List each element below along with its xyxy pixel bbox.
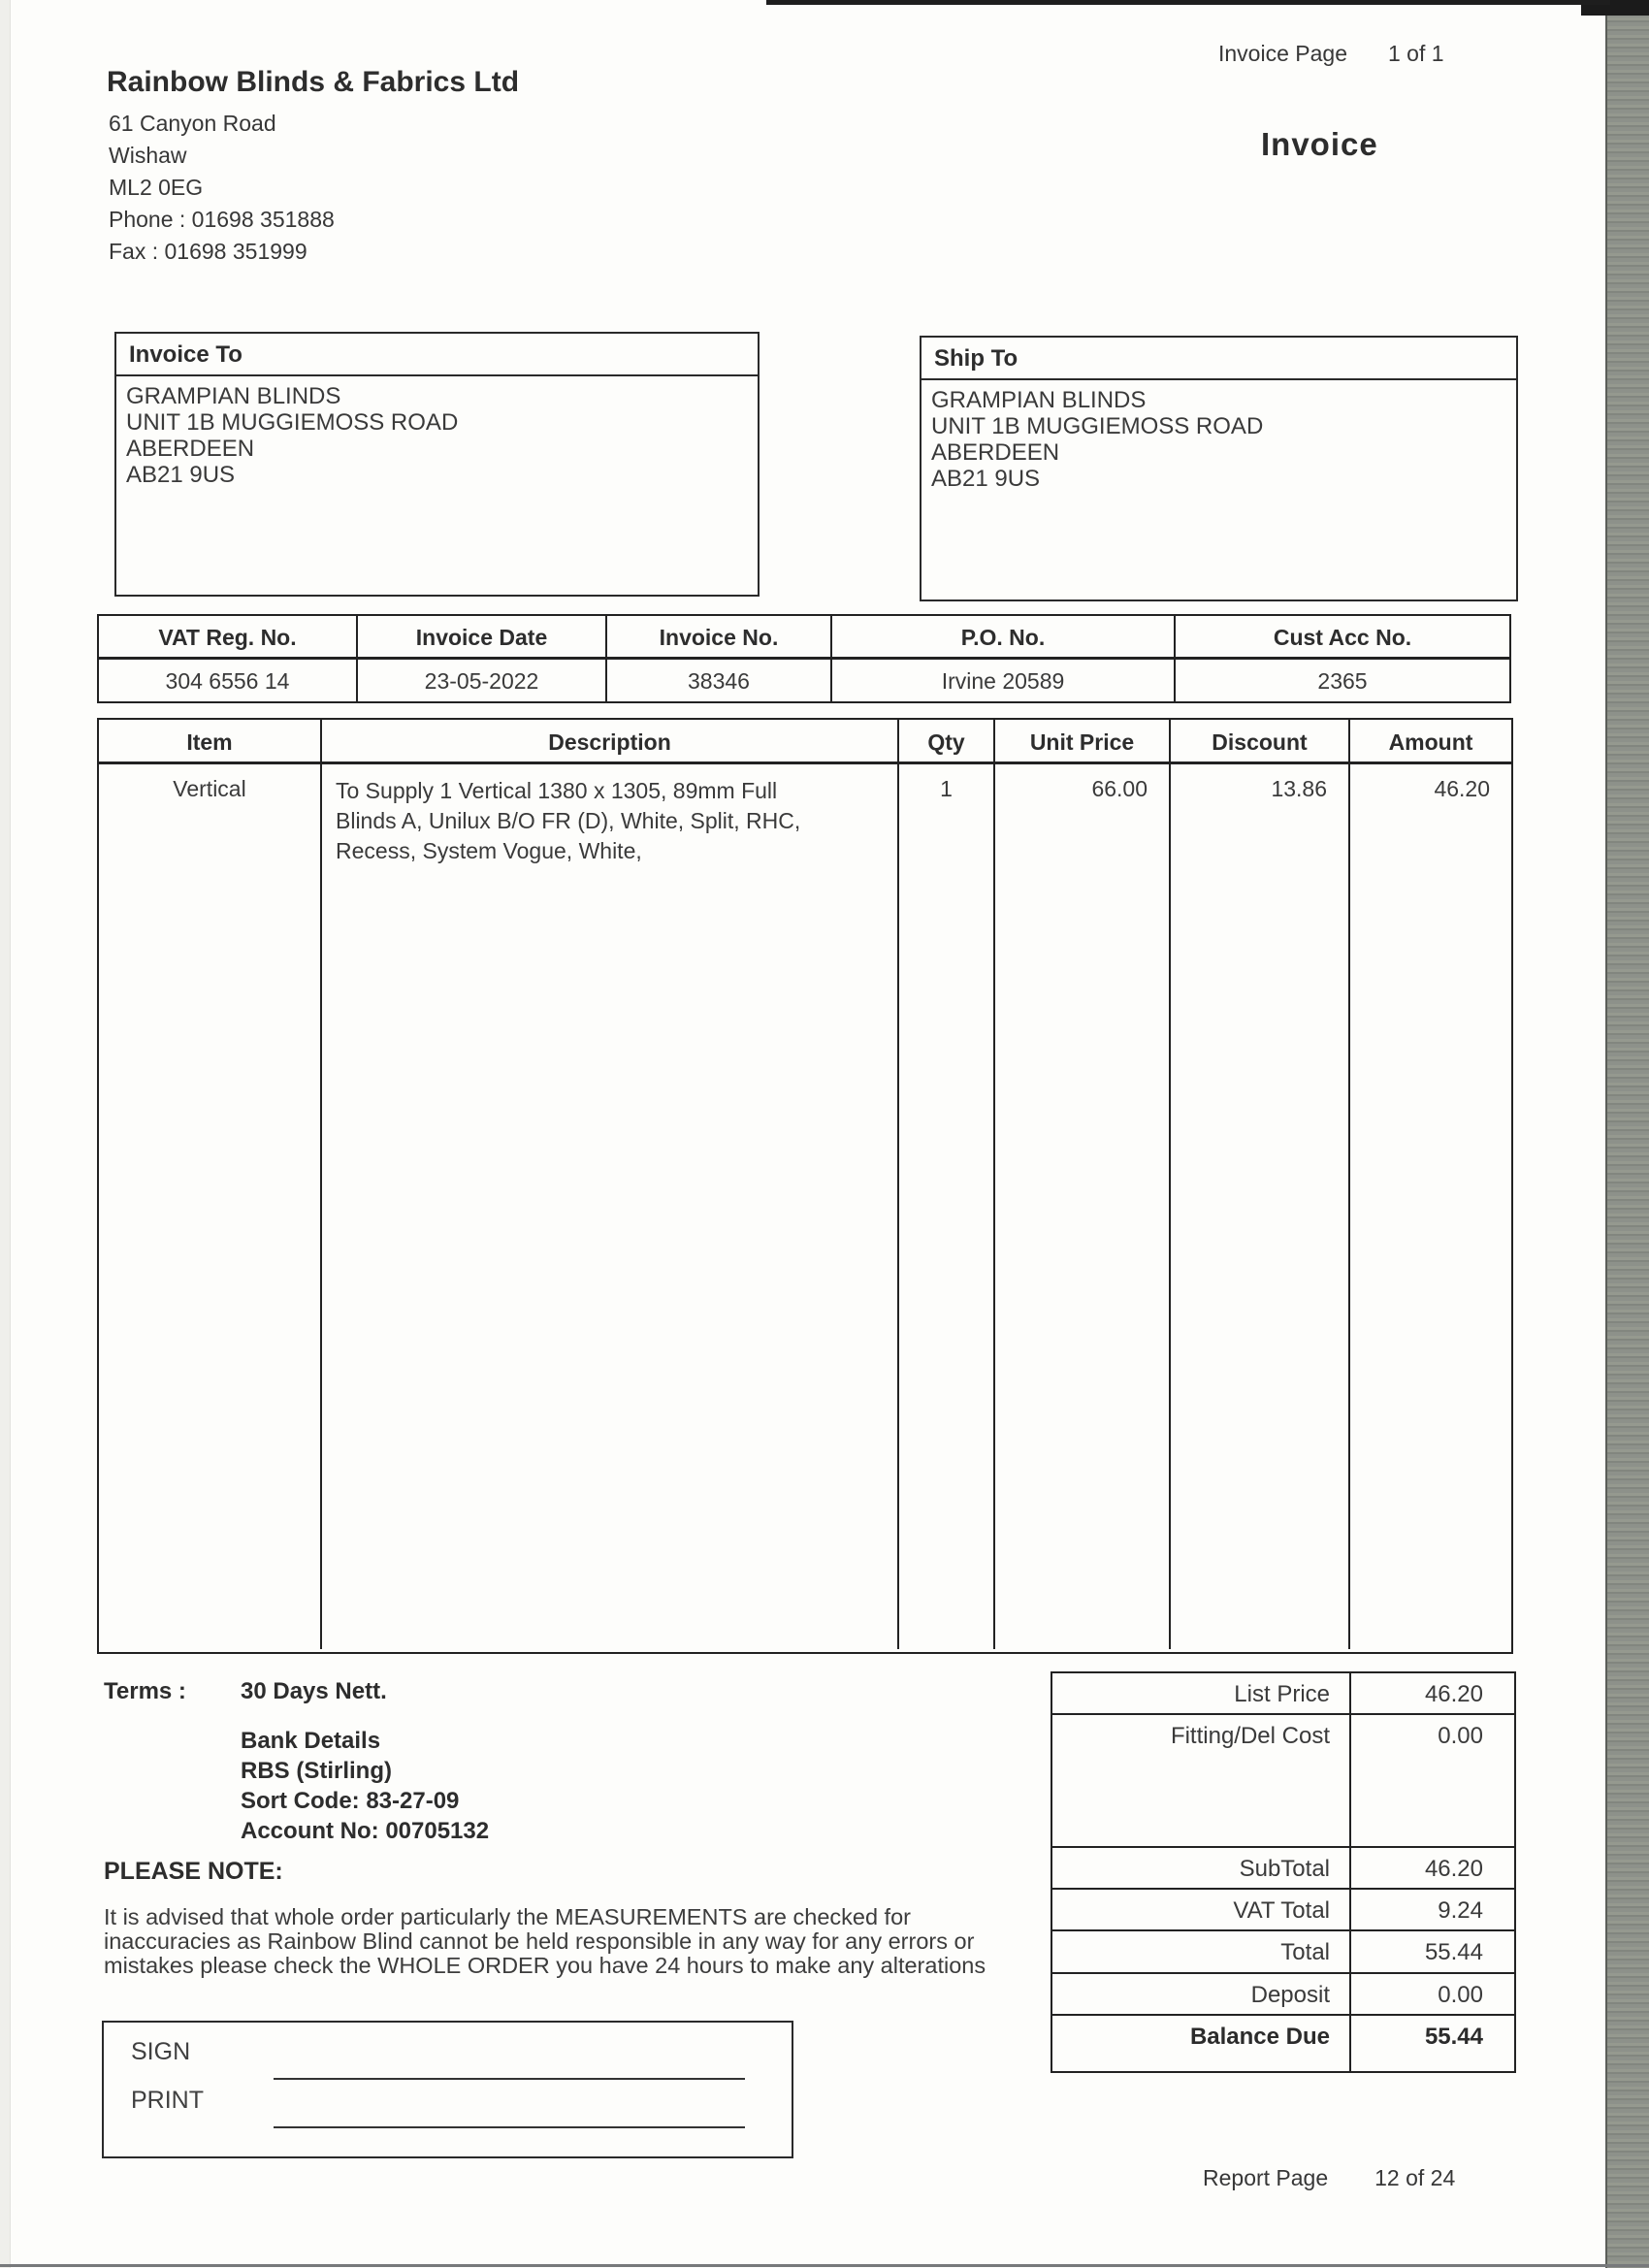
item-description-line: Blinds A, Unilux B/O FR (D), White, Split, RHC, bbox=[336, 808, 801, 833]
totals-summary-table bbox=[1051, 1671, 1516, 2073]
invoice-page-indicator bbox=[1218, 41, 1444, 67]
invoice-meta-table bbox=[97, 614, 1511, 703]
terms-value: 30 Days Nett. bbox=[241, 1678, 387, 1704]
meta-values-row bbox=[99, 660, 1509, 701]
invoice-to-box bbox=[114, 332, 760, 597]
item-unit-price-cell: 66.00 bbox=[995, 764, 1171, 1649]
meta-header-invoice-no: Invoice No. bbox=[607, 616, 832, 657]
items-header-amount: Amount bbox=[1388, 729, 1473, 755]
company-fax: Fax : 01698 351999 bbox=[109, 239, 307, 264]
scan-bottom-edge-line bbox=[0, 2264, 1649, 2267]
cust-acc-no-value: 2365 bbox=[1317, 668, 1368, 694]
meta-header-po-no: P.O. No. bbox=[832, 616, 1176, 657]
invoice-to-line: ABERDEEN bbox=[126, 436, 255, 462]
ship-to-address bbox=[922, 380, 1516, 492]
vat-total-value: 9.24 bbox=[1438, 1897, 1483, 1924]
signature-box bbox=[102, 2021, 793, 2158]
item-description-line: Recess, System Vogue, White, bbox=[336, 838, 642, 863]
note-body-line: It is advised that whole order particularly the MEASUREMENTS are checked for bbox=[104, 1904, 911, 1929]
ship-to-line: GRAMPIAN BLINDS bbox=[931, 387, 1147, 413]
items-header-row bbox=[99, 720, 1511, 764]
subtotal-label: SubTotal bbox=[1052, 1848, 1351, 1888]
total-row-deposit bbox=[1052, 1974, 1514, 2016]
sign-line bbox=[274, 2078, 745, 2080]
list-price-label: List Price bbox=[1052, 1673, 1351, 1713]
deposit-value: 0.00 bbox=[1438, 1982, 1483, 2008]
sign-label: SIGN bbox=[131, 2038, 191, 2065]
report-page-value: 12 of 24 bbox=[1374, 2165, 1456, 2190]
bank-account-no: Account No: 00705132 bbox=[241, 1818, 490, 1844]
invoice-date-value: 23-05-2022 bbox=[358, 660, 607, 701]
invoice-to-line: GRAMPIAN BLINDS bbox=[126, 383, 341, 409]
fitting-del-cost-label: Fitting/Del Cost bbox=[1052, 1715, 1351, 1846]
invoice-to-line: UNIT 1B MUGGIEMOSS ROAD bbox=[126, 409, 459, 436]
document-title: Invoice bbox=[1261, 126, 1378, 162]
scan-top-edge-line bbox=[766, 0, 1610, 5]
list-price-value: 46.20 bbox=[1424, 1681, 1483, 1707]
fitting-del-cost-value: 0.00 bbox=[1438, 1723, 1483, 1749]
po-no-value: Irvine 20589 bbox=[832, 660, 1176, 701]
balance-due-label: Balance Due bbox=[1052, 2016, 1351, 2071]
total-row-list-price bbox=[1052, 1673, 1514, 1715]
subtotal-value: 46.20 bbox=[1424, 1856, 1483, 1882]
ship-to-line: UNIT 1B MUGGIEMOSS ROAD bbox=[931, 413, 1264, 439]
invoice-no-value: 38346 bbox=[607, 660, 832, 701]
scan-left-edge bbox=[0, 0, 11, 2268]
bank-name: RBS (Stirling) bbox=[241, 1758, 392, 1784]
company-address-line: ML2 0EG bbox=[109, 175, 204, 200]
bank-sort-code: Sort Code: 83-27-09 bbox=[241, 1788, 460, 1814]
meta-header-cust-acc: Cust Acc No. bbox=[1273, 625, 1412, 650]
vat-reg-no-value: 304 6556 14 bbox=[99, 660, 358, 701]
total-row-subtotal bbox=[1052, 1848, 1514, 1890]
item-discount-cell: 13.86 bbox=[1171, 764, 1350, 1649]
items-body-row bbox=[99, 764, 1511, 1649]
items-header-discount: Discount bbox=[1171, 720, 1350, 761]
meta-header-vat-reg: VAT Reg. No. bbox=[99, 616, 358, 657]
terms-label: Terms : bbox=[104, 1678, 186, 1704]
company-name: Rainbow Blinds & Fabrics Ltd bbox=[107, 66, 520, 98]
ship-to-line: ABERDEEN bbox=[931, 439, 1060, 466]
note-body-line: mistakes please check the WHOLE ORDER you have 24 hours to make any alterations bbox=[104, 1953, 986, 1978]
items-header-unit-price: Unit Price bbox=[995, 720, 1171, 761]
report-page-label: Report Page bbox=[1203, 2165, 1329, 2190]
company-address-line: Wishaw bbox=[109, 143, 187, 168]
item-qty-cell: 1 bbox=[899, 764, 995, 1649]
items-header-description: Description bbox=[322, 720, 899, 761]
items-header-qty: Qty bbox=[899, 720, 995, 761]
total-row-vat-total bbox=[1052, 1890, 1514, 1931]
please-note-heading: PLEASE NOTE: bbox=[104, 1858, 283, 1885]
print-label: PRINT bbox=[131, 2087, 204, 2114]
invoice-to-heading: Invoice To bbox=[116, 334, 758, 376]
total-row-fitting-del-cost bbox=[1052, 1715, 1514, 1848]
deposit-label: Deposit bbox=[1052, 1974, 1351, 2014]
meta-header-row bbox=[99, 616, 1509, 660]
balance-due-value: 55.44 bbox=[1424, 2024, 1483, 2050]
item-description-line: To Supply 1 Vertical 1380 x 1305, 89mm Full bbox=[336, 778, 778, 803]
scan-right-edge bbox=[1605, 0, 1649, 2268]
invoice-to-address bbox=[116, 376, 758, 488]
ship-to-box bbox=[920, 336, 1518, 601]
invoice-page-label: Invoice Page bbox=[1218, 41, 1347, 66]
print-line bbox=[274, 2126, 745, 2128]
item-description-cell bbox=[322, 764, 899, 1649]
meta-header-invoice-date: Invoice Date bbox=[358, 616, 607, 657]
company-phone: Phone : 01698 351888 bbox=[109, 207, 335, 232]
items-header-item: Item bbox=[99, 720, 322, 761]
vat-total-label: VAT Total bbox=[1052, 1890, 1351, 1929]
invoice-to-line: AB21 9US bbox=[126, 462, 236, 488]
bank-details-heading: Bank Details bbox=[241, 1728, 381, 1754]
line-items-table bbox=[97, 718, 1513, 1654]
item-amount-cell: 46.20 bbox=[1434, 776, 1490, 801]
ship-to-heading: Ship To bbox=[922, 338, 1516, 380]
item-name-cell: Vertical bbox=[99, 764, 322, 1649]
company-address-line: 61 Canyon Road bbox=[109, 111, 276, 136]
note-body-line: inaccuracies as Rainbow Blind cannot be held responsible in any way for any errors or bbox=[104, 1928, 975, 1954]
total-row-balance-due bbox=[1052, 2016, 1514, 2071]
total-value: 55.44 bbox=[1424, 1939, 1483, 1965]
total-row-total bbox=[1052, 1931, 1514, 1974]
ship-to-line: AB21 9US bbox=[931, 466, 1041, 492]
report-page-indicator bbox=[1203, 2165, 1455, 2191]
invoice-page-value: 1 of 1 bbox=[1387, 41, 1444, 66]
total-label: Total bbox=[1052, 1931, 1351, 1972]
